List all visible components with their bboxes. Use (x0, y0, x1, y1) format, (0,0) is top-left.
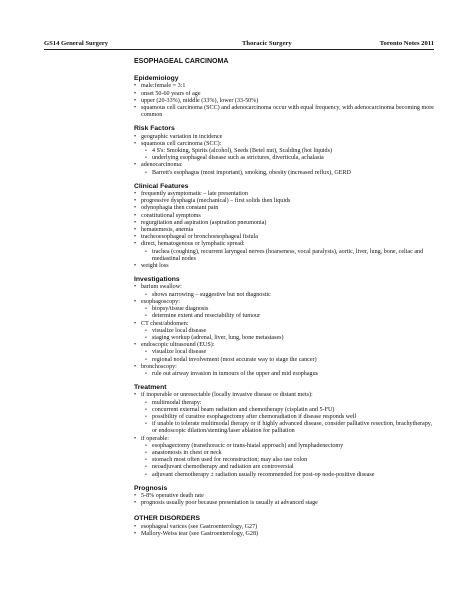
prognosis-list (134, 493, 434, 507)
other-disorders-list (134, 524, 434, 538)
list-item: • regurgitation and aspiration (aspiration pneumonia) (134, 220, 434, 227)
list-item: • esophagoscopy: (134, 299, 434, 306)
list-item: • hematemesis, anemia (134, 227, 434, 234)
list-item: • CT chest/abdomen: (134, 321, 434, 328)
header-section: GS14 General Surgery (44, 40, 109, 47)
list-item: • onset 50-60 years of age (134, 91, 434, 98)
list-item: • 5-8% operative death rate (134, 493, 434, 500)
section-title-other-disorders: OTHER DISORDERS (134, 515, 201, 523)
sub-list-item: • stomach most often used for reconstruction; may also use colon (134, 457, 434, 464)
epidemiology-list (134, 83, 434, 119)
header-edition: Toronto Notes 2011 (379, 40, 434, 47)
sub-list-item: • possibility of curative esophagectomy after chemoradiation if disease responds well (134, 414, 434, 421)
list-item: • bronchoscopy: (134, 364, 434, 371)
sub-list-item: • Barrett's esophagus (most important), smoking, obesity (increased reflux), GERD (134, 170, 434, 177)
section-title-treatment: Treatment (134, 384, 167, 392)
list-item: • tracheoesophageal or bronchoesophageal fistula (134, 234, 434, 241)
sub-list-item: • staging workup (adrenal, liver, lung, bone metastases) (134, 335, 434, 342)
sub-list-item: • rule out airway invasion in tumours of the upper and mid esophagus (134, 371, 434, 378)
sub-list-item: • trachea (coughing), recurrent laryngeal nerves (hoarseness, vocal paralysis), aortic, liver, lung, bone, celiac and mediastinal nodes (134, 249, 434, 263)
sub-list-item: • esophagectomy (transthoracic or trans-hiatal approach) and lymphadenectomy (134, 443, 434, 450)
sub-list-item: • determine extent and resectability of tumour (134, 313, 434, 320)
list-item: • barium swallow: (134, 284, 434, 291)
list-item: • adenocarcinoma: (134, 162, 434, 169)
running-header (44, 37, 434, 50)
section-title-investigations: Investigations (134, 276, 180, 284)
sub-list-item: • multimodal therapy: (134, 400, 434, 407)
sub-list-item: • concurrent external beam radiation and chemotherapy (cisplatin and 5-FU) (134, 407, 434, 414)
sub-list-item: • neoadjuvant chemotherapy and radiation are controversial (134, 464, 434, 471)
risk-factors-list (134, 134, 434, 177)
list-item: • direct, hematogenous or lymphatic spread: (134, 241, 434, 248)
list-item: • progressive dysphagia (mechanical) – first solids then liquids (134, 198, 434, 205)
list-item: • male:female = 3:1 (134, 83, 434, 90)
section-title-prognosis: Prognosis (134, 484, 168, 492)
page-title: ESOPHAGEAL CARCINOMA (134, 58, 229, 65)
header-chapter: Thoracic Surgery (242, 40, 292, 47)
treatment-list (134, 392, 434, 478)
list-item: • prognosis usually poor because presentation is usually at advanced stage (134, 500, 434, 507)
sub-list-item: • anastomosis in chest or neck (134, 450, 434, 457)
list-item: • weight loss (134, 263, 434, 270)
clinical-features-list (134, 191, 434, 270)
sub-list-item: • underlying esophageal disease such as strictures, diverticula, achalasia (134, 155, 434, 162)
sub-list-item: • adjuvant chemotherapy ± radiation usually recommended for post-op node-positive disease (134, 472, 434, 479)
list-item: • squamous cell carcinoma (SCC): (134, 141, 434, 148)
sub-list-item: • shows narrowing – suggestive but not diagnostic (134, 292, 434, 299)
list-item: • odynophagia then constant pain (134, 205, 434, 212)
sub-list-item: • visualize local disease (134, 349, 434, 356)
sub-list-item: • biopsy/tissue diagnosis (134, 306, 434, 313)
page-content (134, 58, 434, 538)
list-item: • upper (20-33%), middle (33%), lower (33-50%) (134, 98, 434, 105)
section-title-epidemiology: Epidemiology (134, 75, 179, 83)
section-title-clinical-features: Clinical Features (134, 182, 189, 190)
list-item: • constitutional symptoms (134, 213, 434, 220)
list-item: • squamous cell carcinoma (SCC) and adenocarcinoma occur with equal frequency, with adenocarcinoma becoming more common (134, 105, 434, 119)
list-item: • geographic variation in incidence (134, 134, 434, 141)
section-title-risk-factors: Risk Factors (134, 125, 175, 133)
sub-list-item: • 4 S's: Smoking, Spirits (alcohol), Seeds (Betel nut), Scalding (hot liquids) (134, 148, 434, 155)
sub-list-item: • if unable to tolerate multimodal therapy or if highly advanced disease, consider palliative resection, brachytherapy, or endoscopic dilation/stenting/laser ablation for palliation (134, 421, 434, 435)
sub-list-item: • visualize local disease (134, 328, 434, 335)
sub-list-item: • regional nodal involvement (most accurate way to stage the cancer) (134, 357, 434, 364)
list-item: • esophageal varices (see Gastroenterology, G27) (134, 524, 434, 531)
list-item: • Mallory-Weiss tear (see Gastroenterology, G28) (134, 531, 434, 538)
list-item: • frequently asymptomatic – late presentation (134, 191, 434, 198)
list-item: • endoscopic ultrasound (EUS): (134, 342, 434, 349)
list-item: • if inoperable or unresectable (locally invasive disease or distant mets): (134, 392, 434, 399)
investigations-list (134, 284, 434, 378)
list-item: • if operable: (134, 436, 434, 443)
